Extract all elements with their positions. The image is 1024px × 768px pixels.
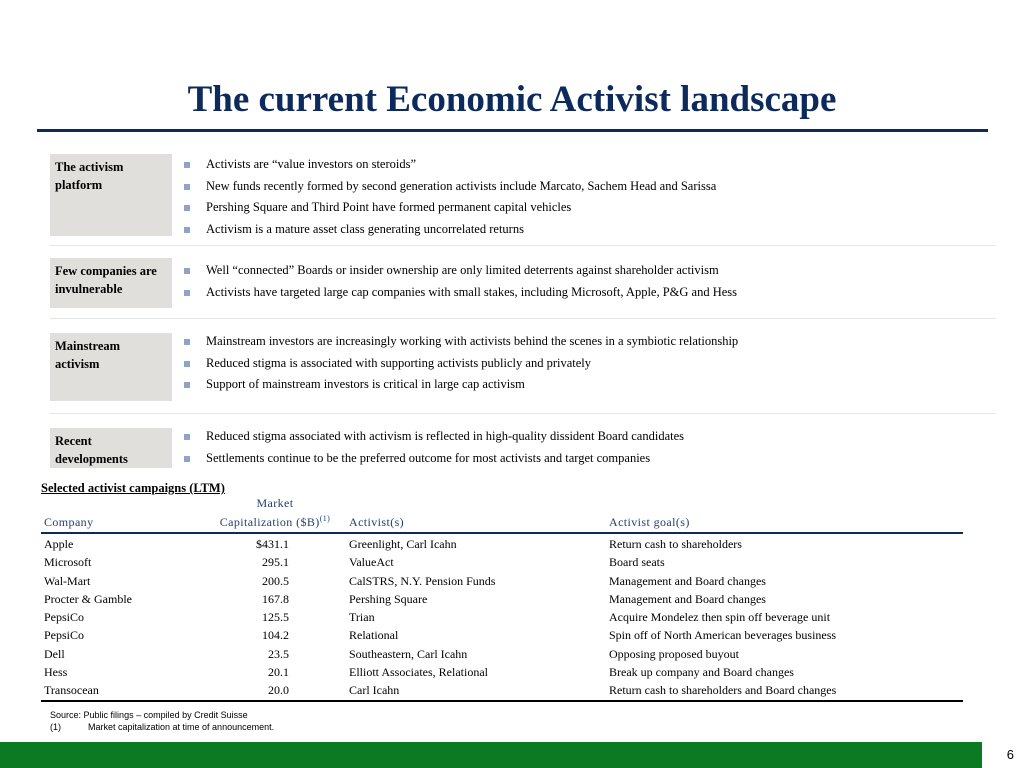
header-goal: Activist goal(s) — [609, 515, 690, 529]
cell-goal: Board seats — [609, 555, 665, 570]
campaigns-table — [41, 498, 963, 702]
section-divider — [50, 318, 996, 319]
bullet-item: Pershing Square and Third Point have formed permanent capital vehicles — [181, 197, 991, 219]
bullet-item: Reduced stigma is associated with supporting activists publicly and privately — [181, 353, 991, 375]
table-row — [41, 572, 963, 590]
section-label: Few companies are invulnerable — [50, 258, 172, 308]
table-row — [41, 535, 963, 553]
bullet-list — [181, 331, 991, 396]
header-market-cap — [207, 496, 343, 530]
cell-company: Microsoft — [44, 555, 92, 570]
cell-activist: CalSTRS, N.Y. Pension Funds — [349, 573, 496, 588]
footnotes — [50, 709, 274, 733]
header-company: Company — [44, 515, 94, 529]
cell-goal: Return cash to shareholders and Board changes — [609, 683, 837, 698]
table-row — [41, 553, 963, 571]
bullet-item: New funds recently formed by second generation activists include Marcato, Sachem Head and Sarissa — [181, 176, 991, 198]
bullet-item: Reduced stigma associated with activism is reflected in high-quality dissident Board candidates — [181, 426, 991, 448]
header-market-cap-line1: Market — [256, 496, 294, 510]
source-note — [50, 709, 274, 721]
cell-activist: Elliott Associates, Relational — [349, 665, 488, 680]
page-number: 6 — [1006, 747, 1014, 762]
section-label: Mainstream activism — [50, 333, 172, 401]
cell-company: Dell — [44, 646, 65, 661]
section-label: Recent developments — [50, 428, 172, 468]
section-activism-platform — [50, 154, 996, 236]
title-rule — [37, 129, 988, 132]
cell-company: Wal-Mart — [44, 573, 91, 588]
cell-goal: Management and Board changes — [609, 591, 766, 606]
cell-market-cap: 125.5 — [262, 610, 289, 625]
cell-market-cap: 23.5 — [268, 646, 289, 661]
table-header — [41, 498, 963, 534]
table-row — [41, 608, 963, 626]
cell-market-cap: 104.2 — [262, 628, 289, 643]
table-row — [41, 626, 963, 644]
page-title: The current Economic Activist landscape — [187, 79, 837, 120]
bullet-list — [181, 154, 991, 240]
source-label: Source: — [50, 710, 82, 720]
cell-activist: Relational — [349, 628, 399, 643]
bullet-item: Support of mainstream investors is critical in large cap activism — [181, 374, 991, 396]
bullet-item: Settlements continue to be the preferred outcome for most activists and target companies — [181, 448, 991, 470]
cell-market-cap: $431.1 — [256, 537, 289, 551]
cell-company: Transocean — [44, 683, 99, 698]
cell-activist: Trian — [349, 610, 375, 625]
section-divider — [50, 245, 996, 246]
campaigns-title: Selected activist campaigns (LTM) — [41, 481, 225, 495]
footnote-1 — [50, 721, 274, 733]
cell-goal: Management and Board changes — [609, 573, 766, 588]
table-bottom-rule — [41, 700, 963, 702]
cell-goal: Break up company and Board changes — [609, 665, 794, 680]
cell-goal: Spin off of North American beverages business — [609, 628, 837, 643]
bullet-item: Activists are “value investors on steroids” — [181, 154, 991, 176]
header-activist: Activist(s) — [349, 515, 405, 529]
section-divider — [50, 413, 996, 414]
bullet-list — [181, 260, 991, 303]
section-mainstream-activism — [50, 333, 996, 401]
cell-company: Hess — [44, 665, 68, 680]
cell-market-cap: 20.1 — [268, 665, 289, 680]
bullet-item: Well “connected” Boards or insider ownership are only limited deterrents against shareholder activism — [181, 260, 991, 282]
cell-activist: Pershing Square — [349, 591, 428, 606]
cell-activist: ValueAct — [349, 555, 394, 570]
cell-company: Procter & Gamble — [44, 591, 132, 606]
header-market-cap-text: Capitalization ($B) — [219, 515, 320, 529]
cell-market-cap: 20.0 — [268, 683, 289, 698]
bullet-item: Activism is a mature asset class generating uncorrelated returns — [181, 219, 991, 241]
cell-market-cap: 295.1 — [262, 555, 289, 570]
cell-goal: Opposing proposed buyout — [609, 646, 739, 661]
cell-goal: Acquire Mondelez then spin off beverage unit — [609, 610, 831, 625]
cell-market-cap: 167.8 — [262, 591, 289, 606]
footnote-1-text: Market capitalization at time of announcement. — [88, 722, 275, 732]
table-row — [41, 663, 963, 681]
bullet-list — [181, 426, 991, 469]
source-text: Public filings – compiled by Credit Suisse — [83, 710, 248, 720]
cell-company: PepsiCo — [44, 610, 85, 625]
cell-company: PepsiCo — [44, 628, 85, 643]
cell-activist: Southeastern, Carl Icahn — [349, 646, 468, 661]
cell-goal: Return cash to shareholders — [609, 537, 742, 551]
section-few-companies — [50, 258, 996, 308]
footnote-1-label: (1) — [50, 722, 61, 732]
cell-activist: Carl Icahn — [349, 683, 400, 698]
cell-market-cap: 200.5 — [262, 573, 289, 588]
table-row — [41, 645, 963, 663]
section-label: The activism platform — [50, 154, 172, 236]
cell-company: Apple — [44, 537, 74, 551]
footnote-marker: (1) — [319, 514, 331, 523]
section-recent-developments — [50, 428, 996, 468]
cell-activist: Greenlight, Carl Icahn — [349, 537, 457, 551]
table-row — [41, 590, 963, 608]
bullet-item: Mainstream investors are increasingly working with activists behind the scenes in a symbiotic relationship — [181, 331, 991, 353]
bullet-item: Activists have targeted large cap companies with small stakes, including Microsoft, Apple, P&G and Hess — [181, 282, 991, 304]
table-row — [41, 681, 963, 699]
header-market-cap-line2 — [207, 511, 343, 530]
footer-bar — [0, 742, 982, 768]
